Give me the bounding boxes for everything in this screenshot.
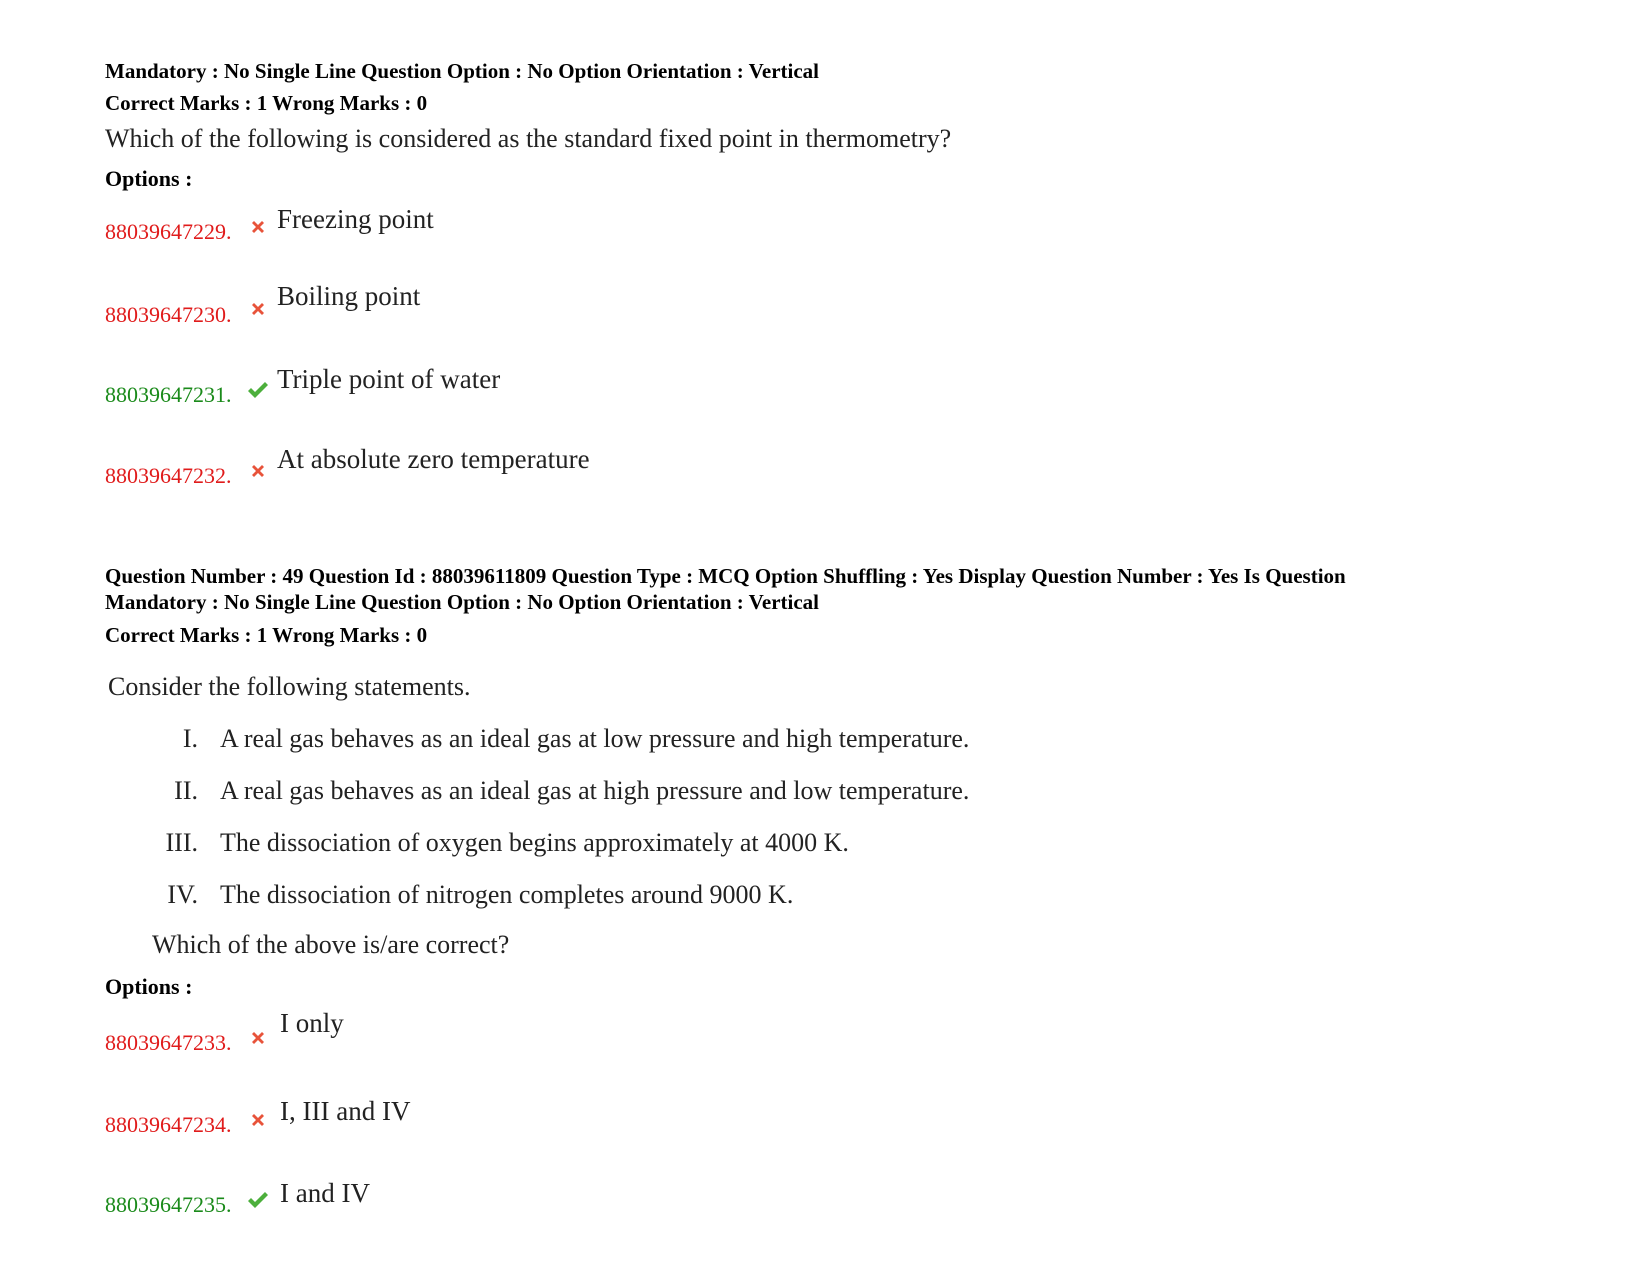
q48-option-1-id: 88039647229.	[105, 219, 232, 244]
q49-option-3-text: I and IV	[280, 1178, 370, 1208]
q49-option-2-id: 88039647234.	[105, 1112, 232, 1137]
q49-option-1-id: 88039647233.	[105, 1030, 232, 1055]
cross-icon	[249, 462, 267, 480]
q48-question-text: Which of the following is considered as the standard fixed point in thermometry?	[105, 124, 952, 153]
q49-statement-1-num: I.	[182, 724, 198, 753]
cross-icon	[249, 1111, 267, 1129]
q49-option-2-text: I, III and IV	[280, 1096, 411, 1126]
q49-ask-text: Which of the above is/are correct?	[152, 930, 510, 959]
q49-statement-1-text: A real gas behaves as an ideal gas at low pressure and high temperature.	[220, 724, 970, 753]
q48-option-2-text: Boiling point	[277, 281, 421, 311]
cross-icon	[249, 300, 267, 318]
q49-statement-2-num: II.	[174, 776, 198, 805]
q48-option-3-id: 88039647231.	[105, 382, 232, 407]
q49-meta-mandatory: Mandatory : No Single Line Question Option : No Option Orientation : Vertical	[105, 590, 820, 614]
q48-options-label: Options :	[105, 166, 193, 191]
q49-intro-text: Consider the following statements.	[108, 672, 471, 701]
q49-statement-4-text: The dissociation of nitrogen completes around 9000 K.	[220, 880, 794, 909]
q49-options-label: Options :	[105, 974, 193, 999]
q49-meta-header: Question Number : 49 Question Id : 88039611809 Question Type : MCQ Option Shuffling : Yes Display Question Number : Yes Is Question	[105, 564, 1346, 588]
q48-option-2-id: 88039647230.	[105, 302, 232, 327]
q48-meta-mandatory: Mandatory : No Single Line Question Option : No Option Orientation : Vertical	[105, 59, 820, 83]
q48-marks: Correct Marks : 1 Wrong Marks : 0	[105, 91, 428, 115]
check-icon	[247, 1190, 269, 1210]
q48-option-1-text: Freezing point	[277, 204, 434, 234]
q49-statement-3-num: III.	[165, 828, 198, 857]
q48-option-4-text: At absolute zero temperature	[277, 444, 590, 474]
q49-option-1-text: I only	[280, 1008, 344, 1038]
check-icon	[247, 380, 269, 400]
q49-marks: Correct Marks : 1 Wrong Marks : 0	[105, 623, 428, 647]
cross-icon	[249, 1029, 267, 1047]
q48-option-4-id: 88039647232.	[105, 463, 232, 488]
q49-statement-4-num: IV.	[167, 880, 198, 909]
cross-icon	[249, 218, 267, 236]
q48-option-3-text: Triple point of water	[277, 364, 501, 394]
q49-option-3-id: 88039647235.	[105, 1192, 232, 1217]
q49-statement-3-text: The dissociation of oxygen begins approximately at 4000 K.	[220, 828, 849, 857]
q49-statement-2-text: A real gas behaves as an ideal gas at high pressure and low temperature.	[220, 776, 970, 805]
